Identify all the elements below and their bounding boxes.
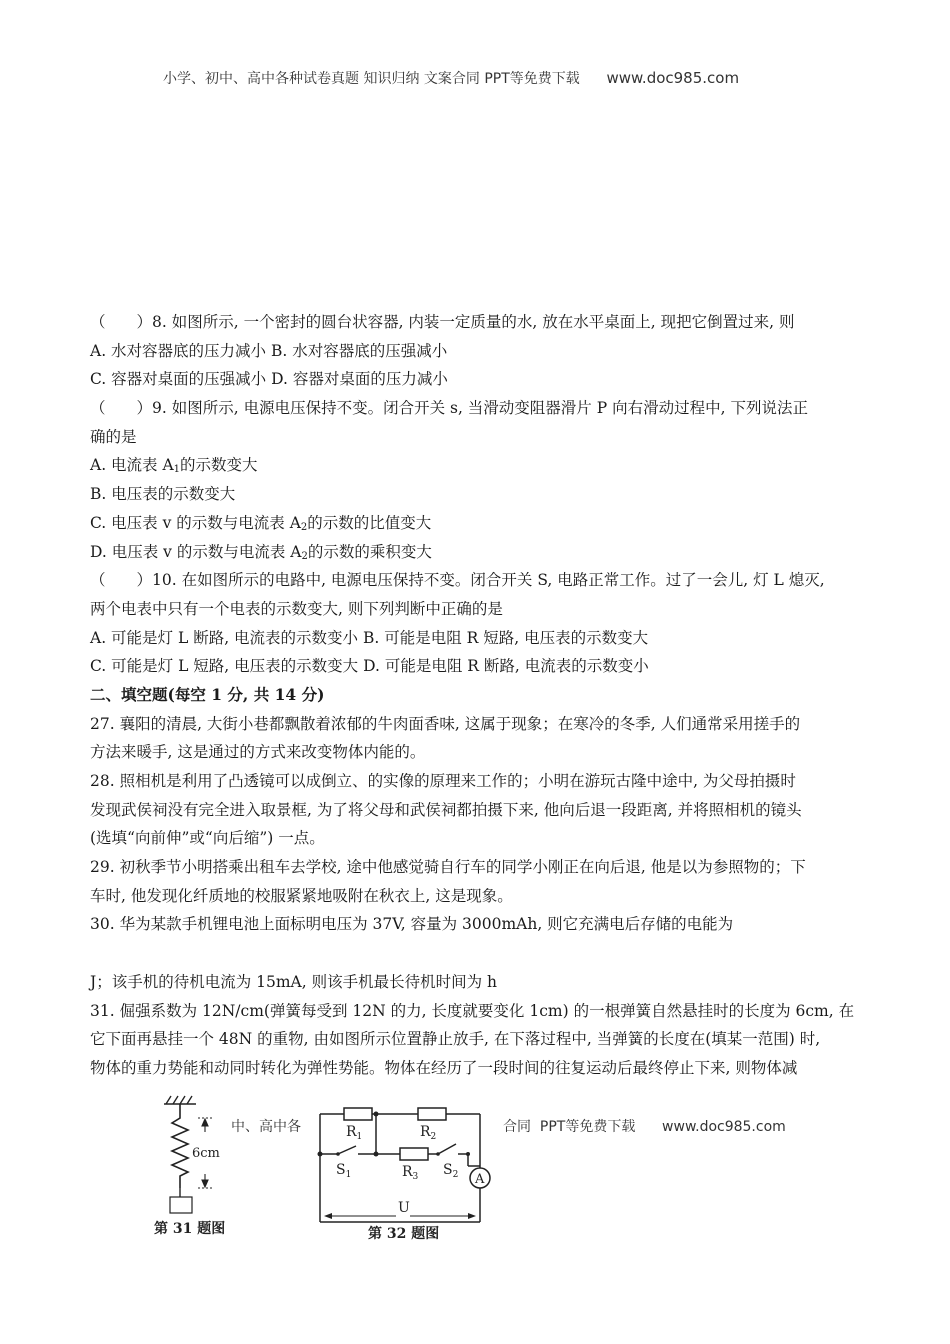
- q30-line2: J；该手机的待机电流为 15mA, 则该手机最长待机时间为 h: [90, 972, 498, 991]
- q28-line2: 发现武侯祠没有完全进入取景框, 为了将父母和武侯祠都拍摄下来, 他向后退一段距离, 并将照相机的镜头: [90, 800, 802, 819]
- label-s1: $S_1$: [336, 1162, 352, 1180]
- q9-option-b: B. 电压表的示数变大: [90, 485, 236, 504]
- q27-line1: 27. 襄阳的清晨, 大街小巷都飘散着浓郁的牛肉面香味, 这属于现象；在寒冷的冬季, 人们通常采用搓手的: [90, 714, 801, 733]
- fig32-caption: 第 32 题图: [368, 1226, 440, 1242]
- q27-line2: 方法来暖手, 这是通过的方式来改变物体内能的。: [90, 743, 426, 762]
- q28-line1: 28. 照相机是利用了凸透镜可以成倒立、的实像的原理来工作的；小明在游玩古隆中途中, 为父母拍摄时: [90, 772, 796, 790]
- q31-line2: 它下面再悬挂一个 48N 的重物, 由如图所示位置静止放手, 在下落过程中, 当弹簧的长度在(填某一范围) 时,: [90, 1030, 821, 1049]
- resistor-r3: [400, 1148, 428, 1160]
- q31-line1: 31. 倔强系数为 12N/cm(弹簧每受到 12N 的力, 长度就要变化 1cm) 的一根弹簧自然悬挂时的长度为 6cm, 在: [90, 1001, 855, 1020]
- switch-s1: [338, 1146, 356, 1154]
- switch-s2: [438, 1144, 456, 1154]
- label-source-u: U: [398, 1200, 410, 1216]
- watermark-fragment-right: 合同 PPT等免费下载 www.doc985.com: [503, 1119, 786, 1135]
- spring-length-label: 6cm: [192, 1146, 220, 1161]
- header-url[interactable]: www.doc985.com: [606, 69, 740, 87]
- q31-line3: 物体的重力势能和动同时转化为弹性势能。物体在经历了一段时间的往复运动后最终停止下来, 则物体减: [90, 1058, 798, 1077]
- q9-stem-line1: （ ）9. 如图所示, 电源电压保持不变。闭合开关 s, 当滑动变阻器滑片 P 向右滑动过程中, 下列说法正: [90, 399, 808, 418]
- q28-line3: (选填“向前伸”或“向后缩”) 一点。: [90, 829, 325, 848]
- watermark-fragment-left: 中、高中各: [231, 1116, 301, 1136]
- figure-31-spring: [150, 1090, 240, 1240]
- label-s2: $S_2$: [443, 1162, 459, 1180]
- label-ammeter: A: [475, 1172, 485, 1187]
- q9-option-a: A. 电流表 $A_1$的示数变大: [90, 456, 258, 476]
- figure-32-circuit: [310, 1094, 500, 1244]
- label-r2: $R_2$: [420, 1124, 437, 1142]
- section-title: 二、填空题(每空 1 分, 共 14 分): [90, 684, 325, 704]
- spring-coil: [172, 1104, 188, 1188]
- q9-stem-line2: 确的是: [90, 427, 137, 446]
- q10-stem-line1: （ ）10. 在如图所示的电路中, 电源电压保持不变。闭合开关 S, 电路正常工作。过了一会儿, 灯 L 熄灭,: [90, 571, 825, 590]
- q8-options-ab: A. 水对容器底的压力减小 B. 水对容器底的压强减小: [90, 341, 448, 360]
- ceiling-hatch: [164, 1096, 196, 1104]
- q9-option-c: C. 电压表 v 的示数与电流表 $A_2$的示数的比值变大: [90, 513, 432, 533]
- fig31-caption: 第 31 题图: [154, 1221, 226, 1237]
- q8-options-cd: C. 容器对桌面的压强减小 D. 容器对桌面的压力减小: [90, 370, 448, 389]
- q30-line1: 30. 华为某款手机锂电池上面标明电压为 37V, 容量为 3000mAh, 则它充满电后存储的电能为: [90, 915, 734, 934]
- question-body: [90, 308, 870, 1083]
- label-r3: $R_3$: [402, 1164, 419, 1182]
- q10-options-ab: A. 可能是灯 L 断路, 电流表的示数变小 B. 可能是电阻 R 短路, 电压表的示数变大: [90, 628, 649, 647]
- q10-stem-line2: 两个电表中只有一个电表的示数变大, 则下列判断中正确的是: [90, 599, 503, 618]
- header-text: 小学、初中、高中各种试卷真题 知识归纳 文案合同 PPT等免费下载: [163, 71, 580, 87]
- label-r1: $R_1$: [346, 1124, 363, 1142]
- resistor-r1: [344, 1108, 372, 1120]
- q8-stem: （ ）8. 如图所示, 一个密封的圆台状容器, 内装一定质量的水, 放在水平桌面上, 现把它倒置过来, 则: [90, 313, 795, 331]
- q29-line1: 29. 初秋季节小明搭乘出租车去学校, 途中他感觉骑自行车的同学小刚正在向后退, 他是以为参照物的；下: [90, 858, 806, 877]
- answer-gap: [90, 939, 870, 968]
- weight-block: [170, 1197, 192, 1213]
- watermark-url[interactable]: www.doc985.com: [662, 1119, 786, 1135]
- q10-options-cd: C. 可能是灯 L 短路, 电压表的示数变大 D. 可能是电阻 R 断路, 电流表的示数变小: [90, 657, 649, 676]
- q29-line2: 车时, 他发现化纤质地的校服紧紧地吸附在秋衣上, 这是现象。: [90, 886, 513, 905]
- q9-option-d: D. 电压表 v 的示数与电流表 $A_2$的示数的乘积变大: [90, 542, 432, 562]
- page-header: [163, 68, 739, 88]
- resistor-r2: [418, 1108, 446, 1120]
